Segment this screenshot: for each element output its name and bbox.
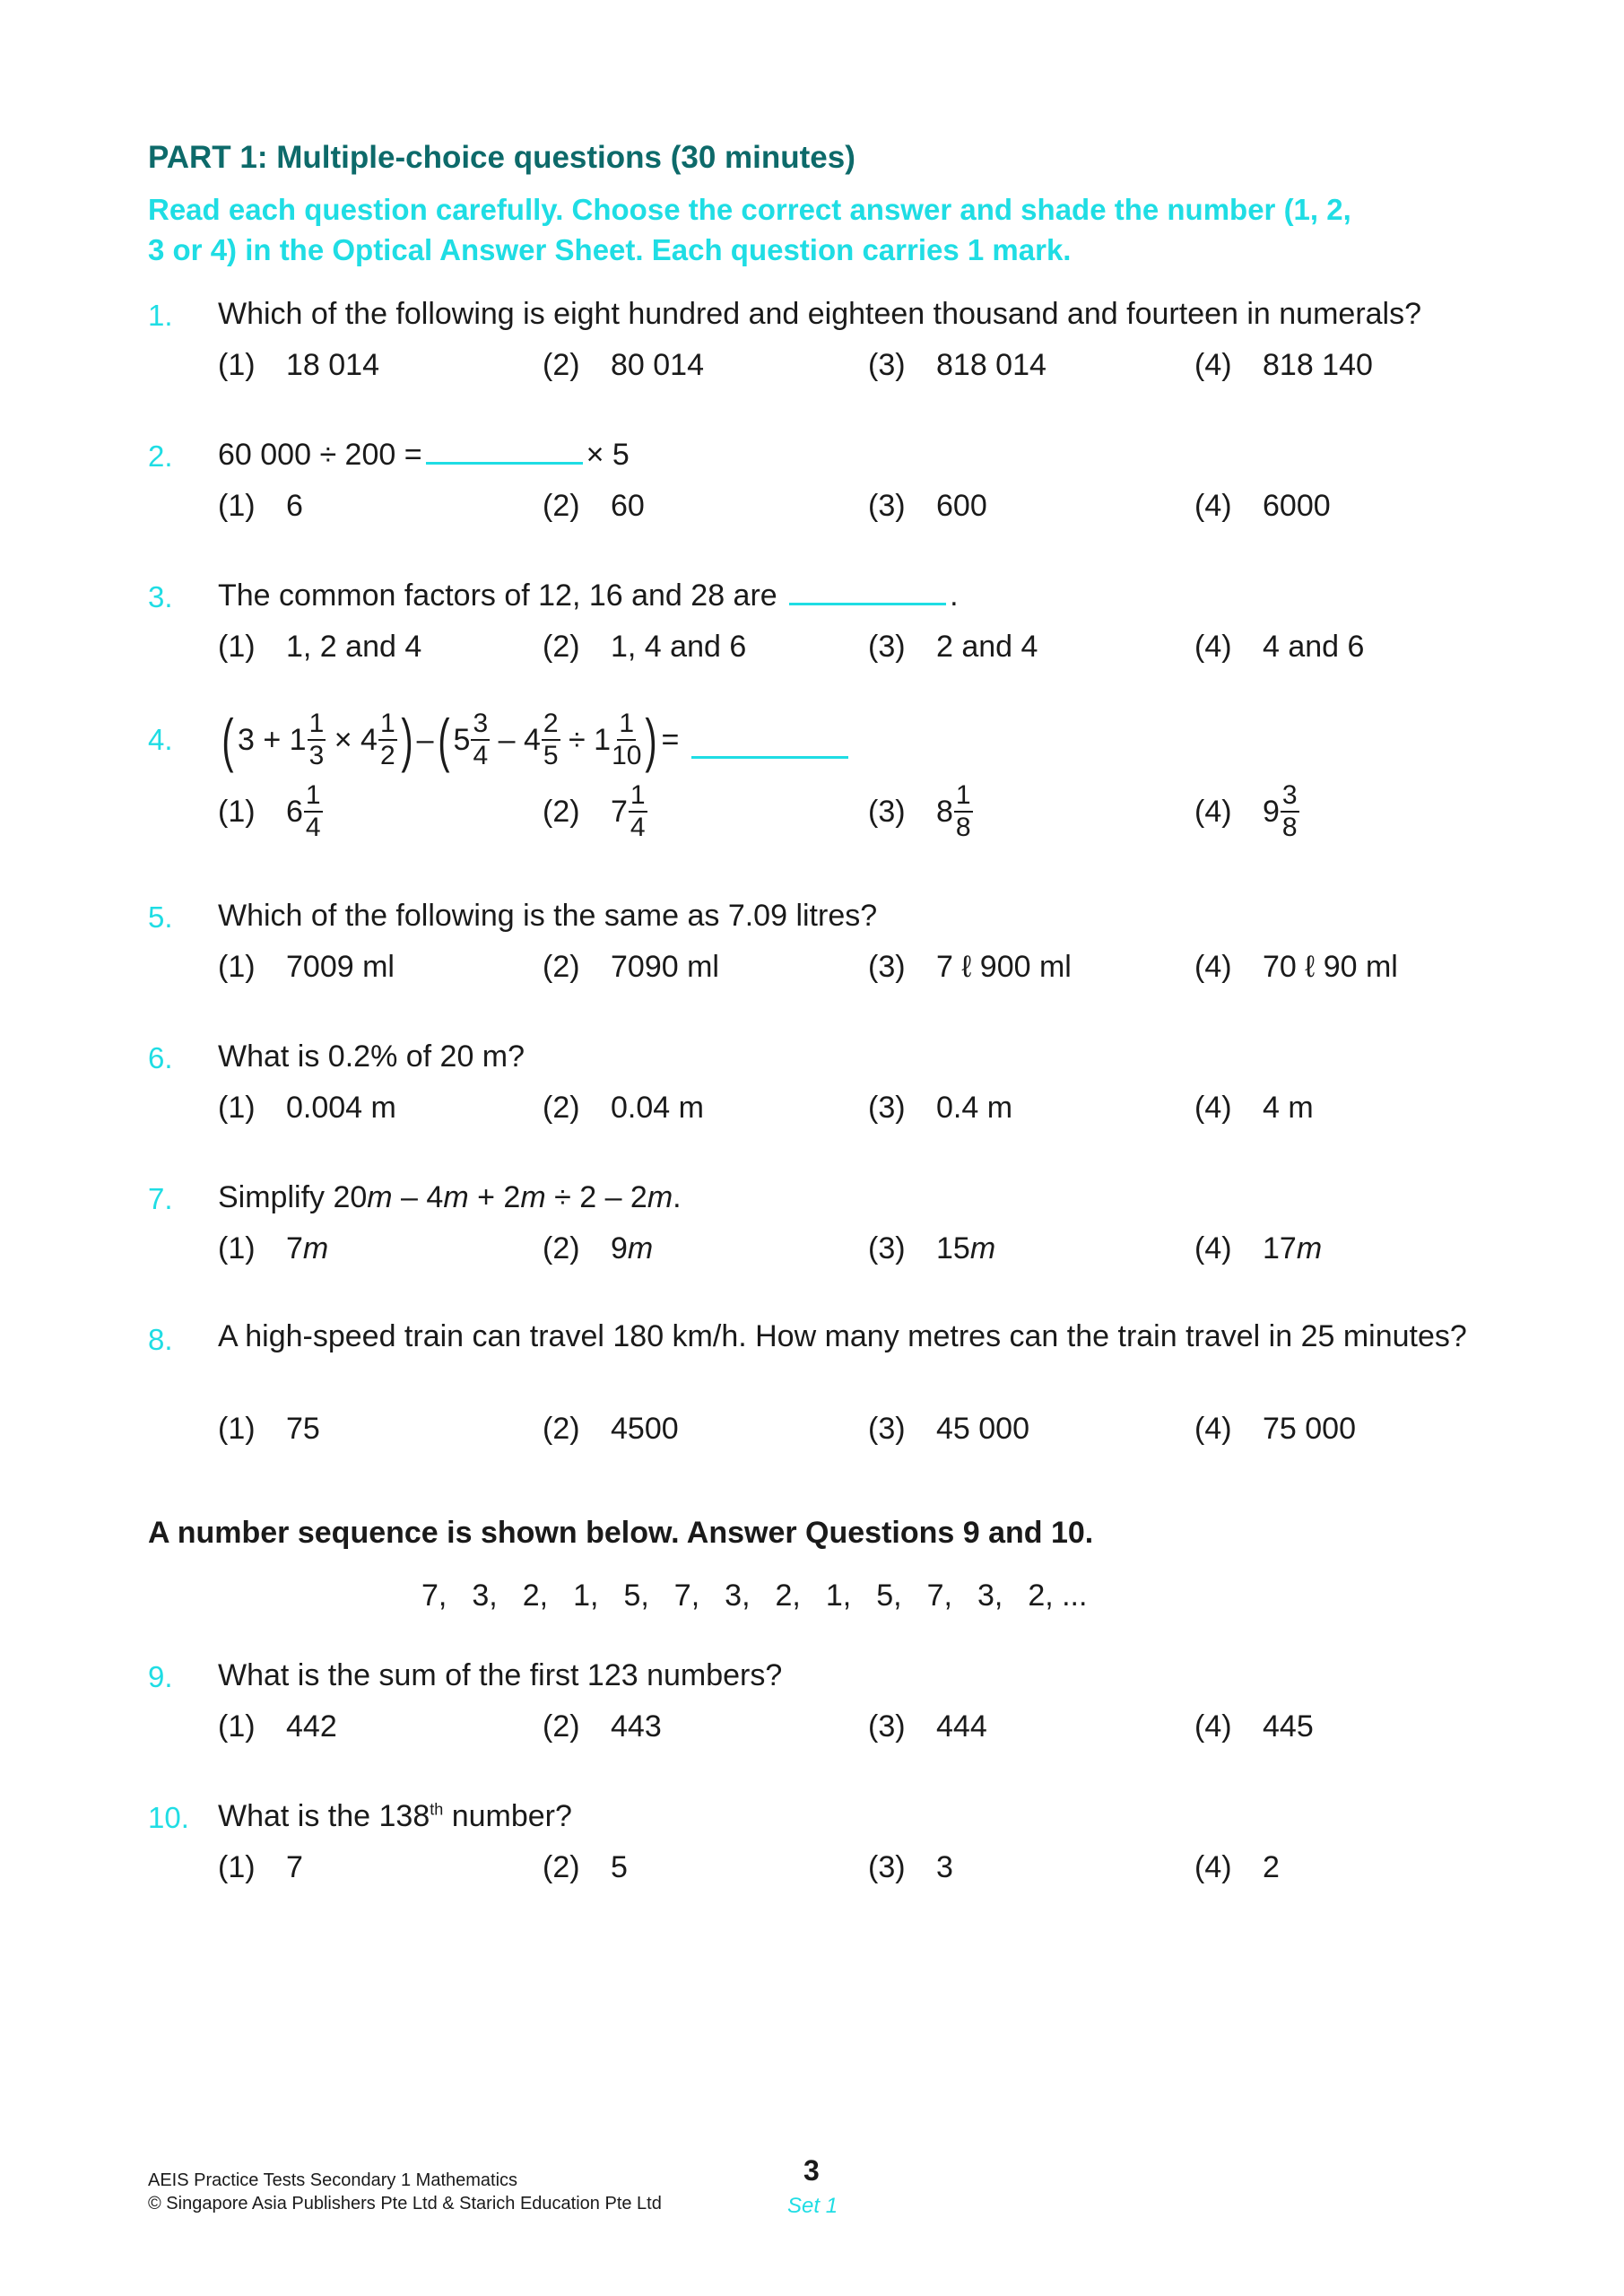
- sequence-heading: A number sequence is shown below. Answer Questions 9 and 10.: [148, 1516, 1094, 1550]
- text-part: ÷ 2 – 2: [545, 1180, 647, 1214]
- denominator: 5: [543, 741, 559, 770]
- option-label: (4): [1194, 1850, 1232, 1884]
- fraction: [471, 710, 490, 770]
- math-expression: [218, 700, 852, 780]
- option-label: (3): [868, 794, 906, 829]
- question-text: What is the sum of the first 123 numbers?: [218, 1658, 783, 1692]
- option-label: (3): [868, 950, 906, 984]
- option-2[interactable]: [543, 1850, 628, 1885]
- option-1[interactable]: [218, 782, 323, 841]
- variable: m: [969, 1231, 996, 1265]
- variable: m: [647, 1180, 673, 1214]
- mixed-whole: 7: [611, 794, 628, 829]
- equals-sign: =: [661, 722, 680, 757]
- text-part: + 2: [468, 1180, 521, 1214]
- question-number: 9.: [148, 1660, 173, 1693]
- option-3[interactable]: [868, 1091, 1012, 1126]
- mixed-whole: 6: [286, 794, 303, 829]
- option-3[interactable]: [868, 1850, 953, 1885]
- option-label: (3): [868, 348, 906, 382]
- option-2[interactable]: [543, 489, 645, 524]
- option-2[interactable]: [543, 630, 746, 665]
- option-4[interactable]: [1194, 1850, 1280, 1885]
- option-2[interactable]: [543, 348, 704, 383]
- variable: m: [443, 1180, 469, 1214]
- question-number: 10.: [148, 1801, 189, 1834]
- right-paren: ): [401, 707, 413, 773]
- option-2[interactable]: [543, 1709, 662, 1744]
- question-text: [218, 1799, 572, 1834]
- question-number: 2.: [148, 439, 173, 473]
- denominator: 4: [630, 813, 646, 842]
- option-1[interactable]: [218, 489, 303, 524]
- option-label: (4): [1194, 1412, 1232, 1446]
- denominator: 4: [473, 741, 489, 770]
- text-part: .: [673, 1180, 682, 1214]
- numerator: 1: [304, 782, 323, 813]
- answer-blank: [426, 461, 583, 465]
- option-4[interactable]: [1194, 1091, 1314, 1126]
- question-text: A high-speed train can travel 180 km/h. How many metres can the train travel in 25 minutes?: [218, 1319, 1467, 1353]
- option-value: 442: [286, 1709, 337, 1744]
- answer-blank: [789, 602, 946, 605]
- option-value: 7009 ml: [286, 950, 395, 984]
- denominator: 8: [1281, 813, 1298, 842]
- variable: m: [367, 1180, 393, 1214]
- option-value: 445: [1263, 1709, 1314, 1744]
- option-1[interactable]: [218, 1231, 328, 1266]
- option-value: 2 and 4: [936, 630, 1038, 664]
- option-value: 5: [611, 1850, 628, 1884]
- question-text: Which of the following is the same as 7.09 litres?: [218, 899, 878, 933]
- option-label: (2): [543, 1091, 580, 1125]
- variable: m: [302, 1231, 329, 1265]
- answer-blank: [691, 755, 848, 759]
- fraction: [378, 710, 397, 770]
- option-1[interactable]: [218, 630, 421, 665]
- left-paren: (: [437, 707, 450, 773]
- option-4[interactable]: [1194, 1709, 1314, 1744]
- sequence-term: 2,: [775, 1578, 801, 1613]
- option-3[interactable]: [868, 950, 1072, 985]
- option-value: 45 000: [936, 1412, 1029, 1446]
- option-value: 7 ℓ 900 ml: [936, 950, 1072, 984]
- option-value: 6000: [1263, 489, 1331, 523]
- question-number: 1.: [148, 299, 173, 332]
- option-label: (4): [1194, 1091, 1232, 1125]
- option-1[interactable]: [218, 1850, 303, 1885]
- fraction: [542, 710, 560, 770]
- question-number: 7.: [148, 1182, 173, 1215]
- sequence-term: 3,: [977, 1578, 1003, 1613]
- denominator: 10: [612, 741, 642, 770]
- option-label: (1): [218, 630, 256, 664]
- option-value: 75: [286, 1412, 320, 1446]
- option-label: (3): [868, 1231, 906, 1265]
- option-label: (4): [1194, 630, 1232, 664]
- option-2[interactable]: [543, 782, 647, 841]
- text-part: – 4: [392, 1180, 444, 1214]
- option-label: (1): [218, 1091, 256, 1125]
- option-label: (3): [868, 1412, 906, 1446]
- option-label: (4): [1194, 348, 1232, 382]
- option-2[interactable]: [543, 950, 719, 985]
- option-1[interactable]: [218, 1091, 396, 1126]
- option-label: (2): [543, 1412, 580, 1446]
- left-paren: (: [221, 707, 234, 773]
- right-paren: ): [645, 707, 658, 773]
- question-text-before: The common factors of 12, 16 and 28 are: [218, 578, 777, 613]
- option-value: 1, 2 and 4: [286, 630, 422, 664]
- numerator: 3: [471, 710, 490, 741]
- footer-copyright: © Singapore Asia Publishers Pte Ltd & Starich Education Pte Ltd: [148, 2194, 662, 2213]
- option-value: 7090 ml: [611, 950, 719, 984]
- set-label: Set 1: [787, 2194, 838, 2218]
- sequence-term: 7,: [673, 1578, 700, 1613]
- question-number: 8.: [148, 1323, 173, 1356]
- question-text: Which of the following is eight hundred and eighteen thousand and fourteen in numerals?: [218, 297, 1422, 331]
- option-label: (3): [868, 1850, 906, 1884]
- option-3[interactable]: [868, 489, 987, 524]
- option-label: (3): [868, 489, 906, 523]
- option-value: 6: [286, 489, 303, 523]
- option-value: 80 014: [611, 348, 704, 382]
- question-text-after: number?: [443, 1799, 572, 1833]
- option-3[interactable]: [868, 1231, 995, 1266]
- option-3[interactable]: [868, 348, 1046, 383]
- option-value: 1, 4 and 6: [611, 630, 747, 664]
- fraction: [1281, 782, 1299, 841]
- question-text: [218, 578, 959, 613]
- numerator: 3: [1281, 782, 1299, 813]
- option-label: (1): [218, 1709, 256, 1744]
- option-label: (1): [218, 1412, 256, 1446]
- mixed-whole: 1: [289, 722, 307, 757]
- option-value: 7: [286, 1850, 303, 1884]
- mixed-whole: 4: [523, 722, 541, 757]
- ordinal-suffix: th: [430, 1800, 444, 1819]
- option-label: (2): [543, 794, 580, 829]
- text-part: Simplify 20: [218, 1180, 368, 1214]
- option-4[interactable]: [1194, 782, 1299, 841]
- denominator: 8: [955, 813, 971, 842]
- option-value: 0.04 m: [611, 1091, 704, 1125]
- option-2[interactable]: [543, 1412, 679, 1447]
- option-2[interactable]: [543, 1231, 653, 1266]
- option-4[interactable]: [1194, 348, 1373, 383]
- part-title: PART 1: Multiple-choice questions (30 minutes): [148, 140, 855, 175]
- option-value: 2: [1263, 1850, 1280, 1884]
- option-1[interactable]: [218, 1709, 337, 1744]
- option-label: (2): [543, 348, 580, 382]
- question-text-after: × 5: [586, 438, 630, 472]
- option-2[interactable]: [543, 1091, 704, 1126]
- option-label: (4): [1194, 1709, 1232, 1744]
- numerator: 1: [308, 710, 326, 741]
- option-1[interactable]: [218, 1412, 320, 1447]
- denominator: 4: [305, 813, 321, 842]
- option-label: (1): [218, 348, 256, 382]
- question-text-before: 60 000 ÷ 200 =: [218, 438, 422, 472]
- sequence-term: 7,: [926, 1578, 952, 1613]
- variable: m: [627, 1231, 654, 1265]
- instructions-line-2: 3 or 4) in the Optical Answer Sheet. Each question carries 1 mark.: [148, 233, 1072, 266]
- option-label: (2): [543, 1231, 580, 1265]
- option-label: (4): [1194, 489, 1232, 523]
- option-value: 818 140: [1263, 348, 1373, 382]
- page-number: 3: [803, 2154, 820, 2187]
- mixed-whole: 1: [594, 722, 612, 757]
- option-label: (4): [1194, 1231, 1232, 1265]
- option-label: (2): [543, 950, 580, 984]
- operator: –: [498, 722, 516, 757]
- option-3[interactable]: [868, 1412, 1029, 1447]
- option-label: (3): [868, 630, 906, 664]
- option-value: 75 000: [1263, 1412, 1356, 1446]
- question-number: 3.: [148, 580, 173, 613]
- option-label: (3): [868, 1709, 906, 1744]
- mixed-whole: 8: [936, 794, 953, 829]
- option-label: (2): [543, 1850, 580, 1884]
- fraction: [304, 782, 323, 841]
- instructions-line-1: Read each question carefully. Choose the correct answer and shade the number (1, 2,: [148, 193, 1351, 226]
- fraction: [629, 782, 647, 841]
- numerator: 1: [954, 782, 973, 813]
- fraction: [954, 782, 973, 841]
- question-text: [218, 1180, 682, 1215]
- option-value: 818 014: [936, 348, 1046, 382]
- sequence-term: 7,: [421, 1578, 447, 1613]
- coefficient: 15: [936, 1231, 970, 1265]
- mixed-whole: 4: [360, 722, 378, 757]
- option-label: (1): [218, 1850, 256, 1884]
- sequence-term: 5,: [876, 1578, 902, 1613]
- numerator: 1: [617, 710, 636, 741]
- question-text: [218, 438, 630, 473]
- variable: m: [1296, 1231, 1323, 1265]
- option-label: (2): [543, 489, 580, 523]
- mixed-whole: 5: [453, 722, 471, 757]
- question-number: 5.: [148, 900, 173, 934]
- sequence-term: 1,: [573, 1578, 599, 1613]
- fraction: [308, 710, 326, 770]
- sequence-term: 2, ...: [1028, 1578, 1088, 1613]
- question-text: What is 0.2% of 20 m?: [218, 1039, 525, 1074]
- operator: –: [416, 722, 434, 757]
- option-3[interactable]: [868, 630, 1038, 665]
- sequence-term: 3,: [472, 1578, 498, 1613]
- coefficient: 7: [286, 1231, 303, 1265]
- coefficient: 9: [611, 1231, 628, 1265]
- option-value: 443: [611, 1709, 662, 1744]
- mixed-whole: 9: [1263, 794, 1280, 829]
- option-4[interactable]: [1194, 1412, 1356, 1447]
- option-value: 18 014: [286, 348, 379, 382]
- fraction: [612, 710, 641, 770]
- sequence-term: 1,: [825, 1578, 852, 1613]
- option-value: 4 and 6: [1263, 630, 1365, 664]
- option-label: (1): [218, 1231, 256, 1265]
- sequence-term: 5,: [623, 1578, 649, 1613]
- expr-term: 3 +: [237, 722, 282, 757]
- option-label: (3): [868, 1091, 906, 1125]
- option-value: 60: [611, 489, 645, 523]
- coefficient: 17: [1263, 1231, 1297, 1265]
- question-text-before: What is the 138: [218, 1799, 430, 1833]
- option-4[interactable]: [1194, 489, 1331, 524]
- question-text-after: .: [950, 578, 959, 613]
- denominator: 2: [379, 741, 395, 770]
- option-label: (2): [543, 630, 580, 664]
- option-label: (1): [218, 489, 256, 523]
- question-number: 6.: [148, 1041, 173, 1074]
- sequence-term: 3,: [725, 1578, 751, 1613]
- option-value: 0.4 m: [936, 1091, 1013, 1125]
- option-value: 0.004 m: [286, 1091, 396, 1125]
- option-4[interactable]: [1194, 630, 1364, 665]
- option-value: 444: [936, 1709, 987, 1744]
- option-value: 4500: [611, 1412, 679, 1446]
- sequence-term: 2,: [522, 1578, 549, 1613]
- numerator: 1: [378, 710, 397, 741]
- option-4[interactable]: [1194, 1231, 1322, 1266]
- option-value: 70 ℓ 90 ml: [1263, 950, 1398, 984]
- option-label: (4): [1194, 950, 1232, 984]
- option-3[interactable]: [868, 1709, 987, 1744]
- option-label: (4): [1194, 794, 1232, 829]
- numerator: 1: [629, 782, 647, 813]
- option-value: 600: [936, 489, 987, 523]
- variable: m: [520, 1180, 546, 1214]
- denominator: 3: [308, 741, 325, 770]
- option-label: (1): [218, 950, 256, 984]
- numerator: 2: [542, 710, 560, 741]
- operator: ÷: [569, 722, 586, 757]
- number-sequence: [421, 1578, 1112, 1613]
- option-value: 3: [936, 1850, 953, 1884]
- option-1[interactable]: [218, 950, 395, 985]
- footer-book-title: AEIS Practice Tests Secondary 1 Mathematics: [148, 2170, 518, 2190]
- option-4[interactable]: [1194, 950, 1398, 985]
- option-value: 4 m: [1263, 1091, 1314, 1125]
- option-1[interactable]: [218, 348, 379, 383]
- option-3[interactable]: [868, 782, 973, 841]
- question-number: 4.: [148, 723, 173, 756]
- option-label: (2): [543, 1709, 580, 1744]
- operator: ×: [334, 722, 352, 757]
- option-label: (1): [218, 794, 256, 829]
